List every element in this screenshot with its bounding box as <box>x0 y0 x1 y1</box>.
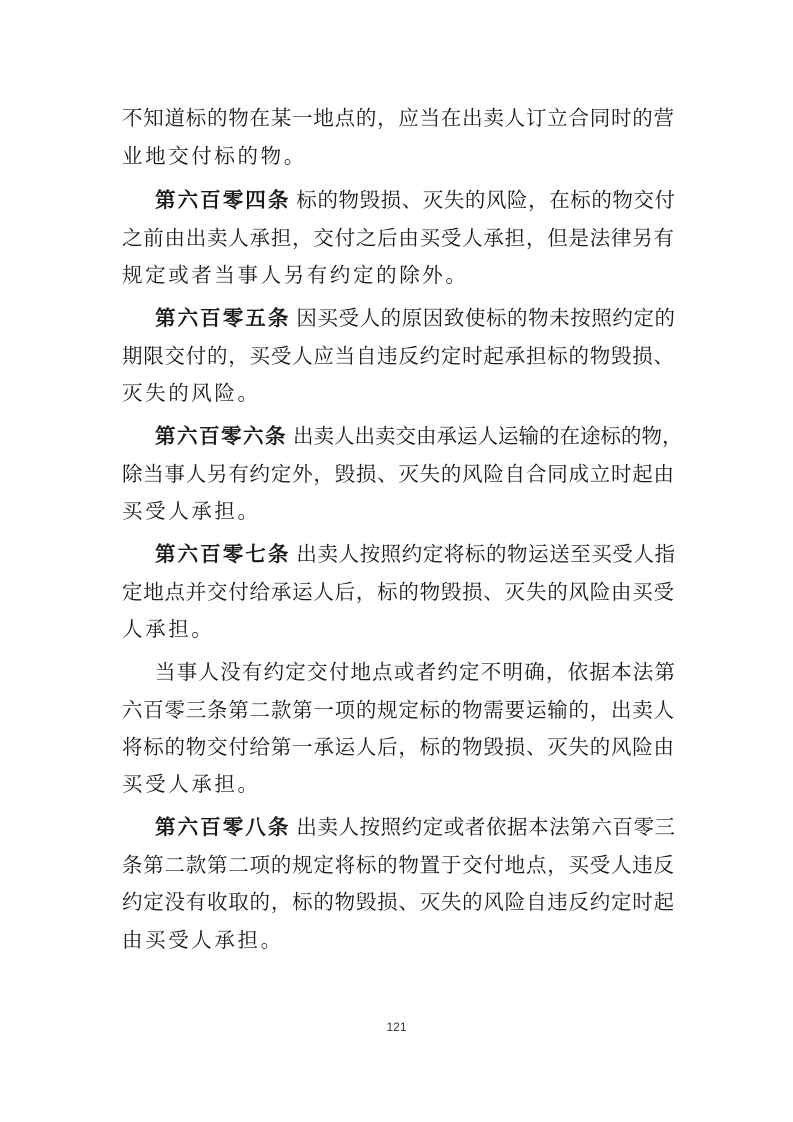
paragraph-line: 人承担。 <box>122 617 215 641</box>
paragraph-line: 灭失的风险。 <box>122 381 261 405</box>
article-title-607: 第六百零七条 <box>155 542 291 566</box>
paragraph-line: 当事人没有约定交付地点或者约定不明确，依据本法第 <box>155 660 675 684</box>
paragraph-text: 因买受人的原因致使标的物未按照约定的 <box>296 306 676 330</box>
paragraph-line: 除当事人另有约定外，毁损、灭失的风险自合同成立时起由 <box>122 462 674 486</box>
paragraph-text: 标的物毁损、灭失的风险，在标的物交付 <box>296 188 676 212</box>
article-604-first-line <box>155 187 675 213</box>
page-number: 121 <box>386 1020 407 1034</box>
paragraph-line: 买受人承担。 <box>122 772 261 796</box>
paragraph-line: 六百零三条第二款第一项的规定标的物需要运输的，出卖人 <box>122 698 674 722</box>
article-606-first-line <box>155 423 683 449</box>
article-title-604: 第六百零四条 <box>155 188 291 212</box>
article-title-605: 第六百零五条 <box>155 306 291 330</box>
paragraph-line: 定地点并交付给承运人后，标的物毁损、灭失的风险由买受 <box>122 580 674 604</box>
article-title-606: 第六百零六条 <box>155 424 287 448</box>
paragraph-line: 将标的物交付给第一承运人后，标的物毁损、灭失的风险由 <box>122 735 674 759</box>
paragraph-line: 由买受人承担。 <box>122 928 284 952</box>
article-608-first-line <box>155 814 675 840</box>
paragraph-line: 约定没有收取的，标的物毁损、灭失的风险自违反约定时起 <box>122 890 674 914</box>
paragraph-text: 出卖人按照约定将标的物运送至买受人指 <box>296 542 676 566</box>
paragraph-line: 条第二款第二项的规定将标的物置于交付地点，买受人违反 <box>122 853 674 877</box>
paragraph-line: 之前由出卖人承担，交付之后由买受人承担，但是法律另有 <box>122 226 674 250</box>
paragraph-text: 出卖人按照约定或者依据本法第六百零三 <box>296 815 676 839</box>
paragraph-line: 不知道标的物在某一地点的，应当在出卖人订立合同时的营 <box>122 106 674 130</box>
paragraph-line: 业地交付标的物。 <box>122 144 307 168</box>
article-605-first-line <box>155 305 675 331</box>
article-title-608: 第六百零八条 <box>155 815 291 839</box>
article-607-first-line <box>155 541 675 567</box>
paragraph-line: 规定或者当事人另有约定的除外。 <box>122 263 469 287</box>
paragraph-line: 买受人承担。 <box>122 499 261 523</box>
paragraph-line: 期限交付的，买受人应当自违反约定时起承担标的物毁损、 <box>122 344 674 368</box>
paragraph-text: 出卖人出卖交由承运人运输的在途标的物， <box>293 424 683 448</box>
